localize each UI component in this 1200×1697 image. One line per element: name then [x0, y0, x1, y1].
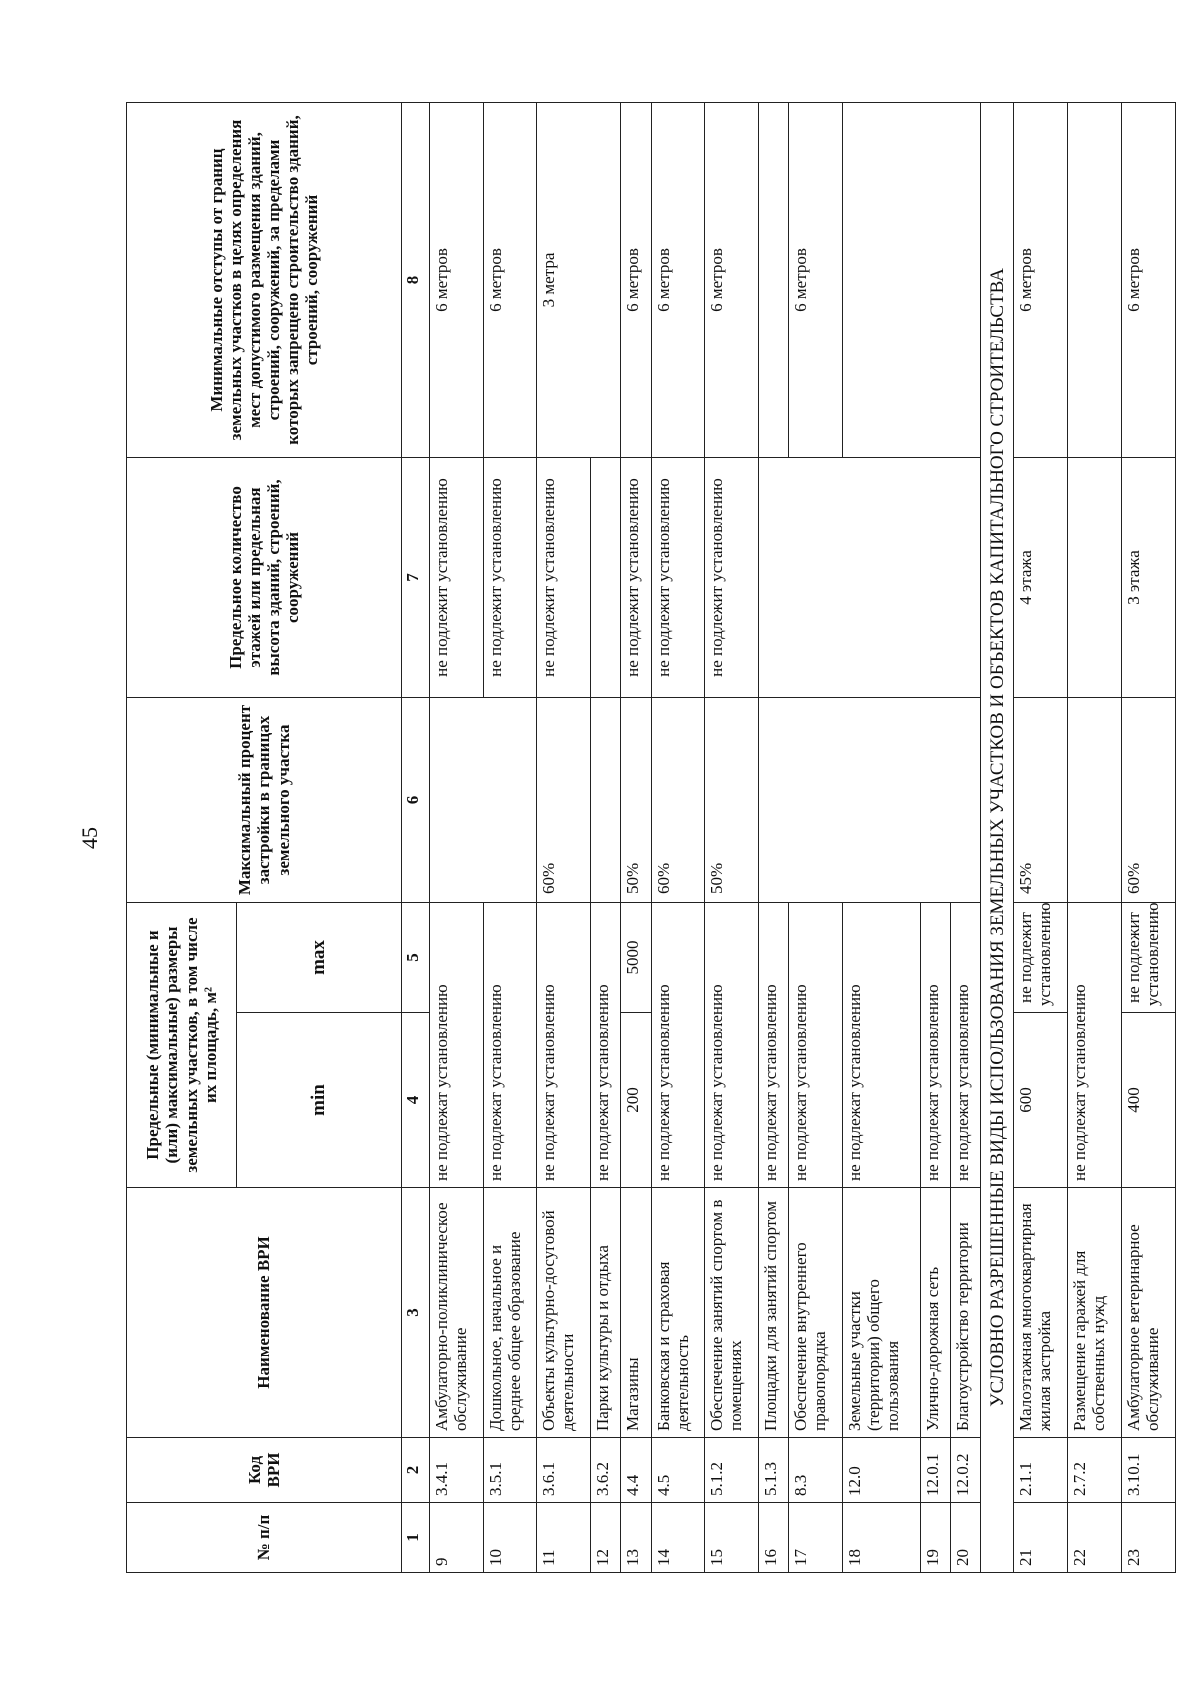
row-sizes: не подлежат установлению	[483, 903, 537, 1188]
row-floors	[1068, 458, 1122, 698]
table-row	[621, 103, 651, 1573]
row-name: Благоустройство территории	[951, 1188, 981, 1438]
column-number: 3	[402, 1188, 430, 1438]
column-number: 6	[402, 698, 430, 903]
row-name: Обеспечение внутреннего правопорядка	[789, 1188, 843, 1438]
row-sizes: не подлежат установлению	[651, 903, 705, 1188]
row-percent	[429, 698, 537, 903]
header-code: Код ВРИ	[127, 1438, 402, 1503]
row-setback	[1068, 103, 1122, 458]
row-setback: 6 метров	[483, 103, 537, 458]
row-setback: 3 метра	[537, 103, 621, 458]
header-max: max	[237, 903, 402, 1013]
row-percent	[1068, 698, 1122, 903]
row-name: Банковская и страховая деятельность	[651, 1188, 705, 1438]
column-number: 8	[402, 103, 430, 458]
row-setback: 6 метров	[621, 103, 651, 458]
row-min: 200	[621, 1013, 651, 1188]
row-name: Амбулаторное ветеринарное обслуживание	[1121, 1188, 1175, 1438]
row-sizes: не подлежат установлению	[921, 903, 951, 1188]
row-percent: 50%	[621, 698, 651, 903]
row-percent	[591, 698, 621, 903]
row-num: 22	[1068, 1503, 1122, 1573]
table-row	[1121, 103, 1175, 1573]
row-sizes: не подлежат установлению	[591, 903, 621, 1188]
table-row	[705, 103, 759, 1573]
row-num: 21	[1014, 1503, 1068, 1573]
row-min: 600	[1014, 1013, 1068, 1188]
row-setback	[843, 103, 981, 458]
row-num: 17	[789, 1503, 843, 1573]
table-row	[759, 103, 789, 1573]
section-title: УСЛОВНО РАЗРЕШЕННЫЕ ВИДЫ ИСПОЛЬЗОВАНИЯ ЗЕМЕЛЬНЫХ УЧАСТКОВ И ОБЪЕКТОВ КАПИТАЛЬНОГО СТРОИТЕЛЬСТВА	[981, 103, 1014, 1573]
row-num: 10	[483, 1503, 537, 1573]
row-name: Парки культуры и отдыха	[591, 1188, 621, 1438]
row-setback: 6 метров	[705, 103, 759, 458]
column-number: 1	[402, 1503, 430, 1573]
zoning-regulations-table	[126, 102, 1176, 1573]
row-name: Дошкольное, начальное и среднее общее образование	[483, 1188, 537, 1438]
row-floors: 3 этажа	[1121, 458, 1175, 698]
header-min: min	[237, 1013, 402, 1188]
page-number: 45	[77, 827, 102, 849]
row-name: Обеспечение занятий спортом в помещениях	[705, 1188, 759, 1438]
row-code: 3.6.2	[591, 1438, 621, 1503]
row-floors: не подлежит установлению	[537, 458, 591, 698]
row-name: Магазины	[621, 1188, 651, 1438]
row-num: 20	[951, 1503, 981, 1573]
row-sizes: не подлежат установлению	[843, 903, 921, 1188]
table-row	[1068, 103, 1122, 1573]
row-floors	[591, 458, 621, 698]
row-num: 13	[621, 1503, 651, 1573]
row-code: 5.1.2	[705, 1438, 759, 1503]
row-floors: не подлежит установлению	[429, 458, 483, 698]
row-num: 16	[759, 1503, 789, 1573]
row-max: не подлежит установлению	[1121, 903, 1175, 1013]
row-sizes: не подлежат установлению	[759, 903, 789, 1188]
row-setback: 6 метров	[789, 103, 843, 458]
row-max: 5000	[621, 903, 651, 1013]
column-number: 7	[402, 458, 430, 698]
row-percent: 60%	[537, 698, 591, 903]
row-num: 18	[843, 1503, 921, 1573]
row-code: 3.4.1	[429, 1438, 483, 1503]
row-setback: 6 метров	[651, 103, 705, 458]
row-code: 12.0.2	[951, 1438, 981, 1503]
row-setback: 6 метров	[1121, 103, 1175, 458]
row-name: Размещение гаражей для собственных нужд	[1068, 1188, 1122, 1438]
column-number: 5	[402, 903, 430, 1013]
row-min: 400	[1121, 1013, 1175, 1188]
header-name: Наименование ВРИ	[127, 1188, 402, 1438]
table-row	[1014, 103, 1068, 1573]
row-num: 19	[921, 1503, 951, 1573]
row-floors: не подлежит установлению	[651, 458, 705, 698]
row-num: 15	[705, 1503, 759, 1573]
row-code: 12.0.1	[921, 1438, 951, 1503]
column-number-row	[402, 103, 430, 1573]
row-name: Улично-дорожная сеть	[921, 1188, 951, 1438]
header-floors: Предельное количество этажей или предельная высота зданий, строений, сооружений	[127, 458, 402, 698]
column-number: 2	[402, 1438, 430, 1503]
row-floors: не подлежит установлению	[483, 458, 537, 698]
header-setback: Минимальные отступы от границ земельных участков в целях определения мест допустимого размещения зданий, строений, сооружений, за пределами которых запрещено строительство зданий, строений, сооружений	[127, 103, 402, 458]
row-setback: 6 метров	[429, 103, 483, 458]
row-percent	[759, 698, 981, 903]
row-name: Земельные участки (территории) общего пользования	[843, 1188, 921, 1438]
row-max: не подлежит установлению	[1014, 903, 1068, 1013]
row-floors	[759, 458, 981, 698]
header-percent: Максимальный процент застройки в границах земельного участка	[127, 698, 402, 903]
section-row	[981, 103, 1014, 1573]
row-sizes: не подлежат установлению	[537, 903, 591, 1188]
row-name: Объекты культурно-досуговой деятельности	[537, 1188, 591, 1438]
column-number: 4	[402, 1013, 430, 1188]
row-sizes: не подлежат установлению	[705, 903, 759, 1188]
row-num: 12	[591, 1503, 621, 1573]
row-sizes: не подлежат установлению	[429, 903, 483, 1188]
table-row	[537, 103, 591, 1573]
row-code: 3.5.1	[483, 1438, 537, 1503]
row-percent: 50%	[705, 698, 759, 903]
row-floors: не подлежит установлению	[705, 458, 759, 698]
row-sizes: не подлежат установлению	[1068, 903, 1122, 1188]
row-code: 2.7.2	[1068, 1438, 1122, 1503]
row-code: 8.3	[789, 1438, 843, 1503]
row-name: Площадки для занятий спортом	[759, 1188, 789, 1438]
row-code: 3.6.1	[537, 1438, 591, 1503]
row-floors: не подлежит установлению	[621, 458, 651, 698]
row-code: 4.5	[651, 1438, 705, 1503]
row-percent: 45%	[1014, 698, 1068, 903]
row-code: 5.1.3	[759, 1438, 789, 1503]
row-name: Амбулаторно-поликлиническое обслуживание	[429, 1188, 483, 1438]
table-row	[651, 103, 705, 1573]
table-row	[429, 103, 483, 1573]
row-sizes: не подлежат установлению	[951, 903, 981, 1188]
row-percent: 60%	[1121, 698, 1175, 903]
row-code: 2.1.1	[1014, 1438, 1068, 1503]
header-num: № п/п	[127, 1503, 402, 1573]
row-num: 14	[651, 1503, 705, 1573]
row-code: 3.10.1	[1121, 1438, 1175, 1503]
row-name: Малоэтажная многоквартирная жилая застройка	[1014, 1188, 1068, 1438]
header-sizes: Предельные (минимальные и (или) максимальные) размеры земельных участков, в том числе их площадь, м²	[127, 903, 237, 1188]
row-code: 4.4	[621, 1438, 651, 1503]
row-percent: 60%	[651, 698, 705, 903]
rotated-table-container	[126, 103, 1176, 1573]
row-sizes: не подлежат установлению	[789, 903, 843, 1188]
row-floors: 4 этажа	[1014, 458, 1068, 698]
row-num: 23	[1121, 1503, 1175, 1573]
row-code: 12.0	[843, 1438, 921, 1503]
row-num: 9	[429, 1503, 483, 1573]
row-num: 11	[537, 1503, 591, 1573]
header-row	[127, 103, 237, 1573]
row-setback	[759, 103, 789, 458]
row-setback: 6 метров	[1014, 103, 1068, 458]
